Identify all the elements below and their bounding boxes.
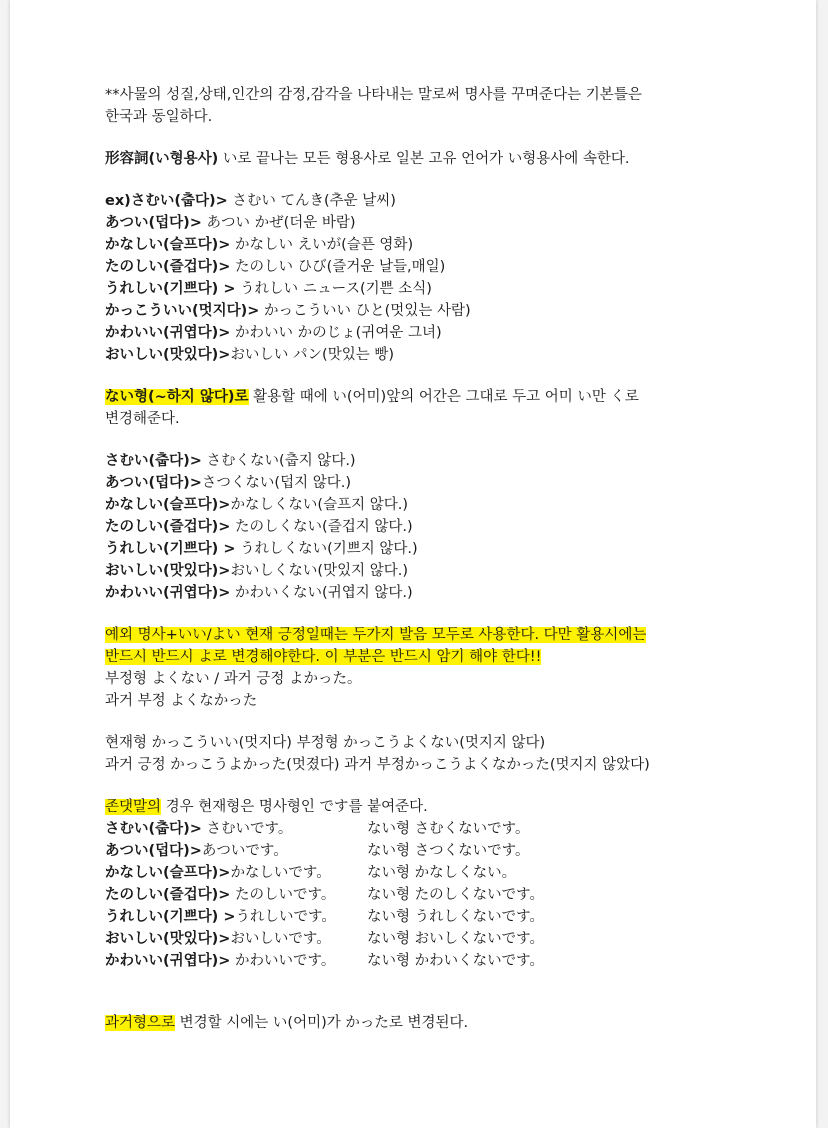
- polite-negative-form: ない형 さつくないです。: [367, 843, 530, 859]
- example-text: かわいい かのじょ(귀여운 그녀): [230, 325, 442, 341]
- adjective-term: うれしい(기쁘다) >: [105, 909, 236, 925]
- negative-rule-text: 활용할 때에 い(어미)앞의 어간은 그대로 두고 어미 い만 く로: [248, 389, 639, 405]
- exception-highlight-2: 반드시 반드시 よ로 변경해야한다. 이 부분은 반드시 암기 해야 한다!!: [105, 649, 542, 665]
- negative-form: うれしくない(기쁘지 않다.): [235, 541, 418, 557]
- list-item: [105, 862, 745, 884]
- list-item: [105, 322, 745, 344]
- document-page: [10, 0, 816, 1128]
- adjective-term: ex)さむい(춥다)>: [105, 193, 228, 209]
- adjective-term: あつい(덥다)>: [105, 215, 202, 231]
- adjective-term: たのしい(즐겁다)>: [105, 887, 231, 903]
- exception-line-3: 부정형 よくない / 과거 긍정 よかった。: [105, 671, 362, 687]
- negative-rule-line: [105, 386, 745, 408]
- adjective-term: おいしい(맛있다)>: [105, 347, 231, 363]
- kakkoii-line-2: 과거 긍정 かっこうよかった(멋졌다) 과거 부정かっこうよくなかった(멋지지 않았다): [105, 757, 650, 773]
- list-item: [105, 538, 745, 560]
- adjective-term: かなしい(슬프다)>: [105, 497, 231, 513]
- list-item: [105, 560, 745, 582]
- list-item: [105, 516, 745, 538]
- list-item: [105, 906, 745, 928]
- definition-line: [105, 148, 745, 170]
- polite-form: うれしいです。: [235, 909, 336, 925]
- polite-form: さむいです。: [201, 821, 293, 837]
- polite-form: あついです。: [201, 843, 288, 859]
- negative-rule-highlight: ない형(~하지 않다)로: [105, 389, 249, 405]
- polite-rule-text: 경우 현재형은 명사형인 です를 붙여준다.: [161, 799, 428, 815]
- polite-negative-form: ない형 かなしくない。: [367, 865, 517, 881]
- adjective-term: おいしい(맛있다)>: [105, 931, 231, 947]
- adjective-term: うれしい(기쁘다) >: [105, 541, 236, 557]
- negative-form: さつくない(덥지 않다.): [201, 475, 351, 491]
- adjective-term: かわいい(귀엽다)>: [105, 325, 231, 341]
- exception-highlight-1: 예외 명사+いい/よい 현재 긍정일때는 두가지 발음 모두로 사용한다. 다만 활용시에는: [105, 627, 647, 643]
- example-text: かっこういい ひと(멋있는 사람): [259, 303, 471, 319]
- adjective-term: かっこういい(멋지다)>: [105, 303, 260, 319]
- example-text: うれしい ニュース(기쁜 소식): [235, 281, 432, 297]
- list-item: [105, 884, 745, 906]
- list-item: [105, 494, 745, 516]
- list-item: [105, 472, 745, 494]
- polite-rule-line: [105, 796, 745, 818]
- negative-list: [105, 450, 745, 604]
- polite-rule-highlight: 존댓말의: [105, 799, 162, 815]
- past-rule-text: 변경할 시에는 い(어미)가 かった로 변경된다.: [175, 1015, 469, 1031]
- list-item: [105, 234, 745, 256]
- polite-negative-form: ない형 うれしくないです。: [367, 909, 544, 925]
- adjective-term: さむい(춥다)>: [105, 453, 202, 469]
- intro-line-2: 한국과 동일하다.: [105, 109, 213, 125]
- polite-form: かなしいです。: [230, 865, 331, 881]
- negative-form: かわいくない(귀엽지 않다.): [230, 585, 413, 601]
- past-rule-highlight: 과거형으로: [105, 1015, 176, 1031]
- negative-form: かなしくない(슬프지 않다.): [230, 497, 409, 513]
- list-item: [105, 344, 745, 366]
- definition-text: い로 끝나는 모든 형용사로 일본 고유 언어가 い형용사에 속한다.: [218, 151, 630, 167]
- exception-line-1: [105, 624, 745, 646]
- definition-term: 形容詞(い형용사): [105, 151, 219, 167]
- adjective-term: かわいい(귀엽다)>: [105, 953, 231, 969]
- list-item: [105, 278, 745, 300]
- list-item: [105, 582, 745, 604]
- list-item: [105, 300, 745, 322]
- kakkoii-line-1: 현재형 かっこういい(멋지다) 부정형 かっこうよくない(멋지지 않다): [105, 735, 546, 751]
- adjective-term: たのしい(즐겁다)>: [105, 519, 231, 535]
- negative-form: おいしくない(맛있지 않다.): [230, 563, 409, 579]
- adjective-term: さむい(춥다)>: [105, 821, 202, 837]
- past-rule-line: [105, 1012, 745, 1034]
- list-item: [105, 950, 745, 972]
- exception-line-4: 과거 부정 よくなかった: [105, 693, 258, 709]
- adjective-term: おいしい(맛있다)>: [105, 563, 231, 579]
- adjective-term: かなしい(슬프다)>: [105, 237, 231, 253]
- polite-negative-form: ない형 さむくないです。: [367, 821, 530, 837]
- list-item: [105, 450, 745, 472]
- polite-form: たのしいです。: [230, 887, 336, 903]
- intro-line-1: **사물의 성질,상태,인간의 감정,감각을 나타내는 말로써 명사를 꾸며준다는 기본틀은: [105, 87, 642, 103]
- exception-line-2: [105, 646, 745, 668]
- adjective-term: あつい(덥다)>: [105, 843, 202, 859]
- example-list: [105, 190, 745, 366]
- example-text: かなしい えいが(슬픈 영화): [230, 237, 414, 253]
- negative-form: さむくない(춥지 않다.): [201, 453, 356, 469]
- polite-form: かわいいです。: [230, 953, 336, 969]
- example-text: たのしい ひび(즐거운 날들,매일): [230, 259, 446, 275]
- polite-negative-form: ない형 かわいくないです。: [367, 953, 544, 969]
- adjective-term: かわいい(귀엽다)>: [105, 585, 231, 601]
- list-item: [105, 212, 745, 234]
- list-item: [105, 840, 745, 862]
- example-text: あつい かぜ(더운 바람): [201, 215, 356, 231]
- example-text: さむい てんき(추운 날씨): [227, 193, 396, 209]
- list-item: [105, 190, 745, 212]
- adjective-term: たのしい(즐겁다)>: [105, 259, 231, 275]
- polite-form: おいしいです。: [230, 931, 331, 947]
- negative-form: たのしくない(즐겁지 않다.): [230, 519, 413, 535]
- list-item: [105, 818, 745, 840]
- adjective-term: うれしい(기쁘다) >: [105, 281, 236, 297]
- list-item: [105, 928, 745, 950]
- polite-list: [105, 818, 745, 972]
- example-text: おいしい パン(맛있는 빵): [230, 347, 394, 363]
- negative-rule-line-2: 변경해준다.: [105, 411, 180, 427]
- document-body: [105, 84, 745, 1034]
- adjective-term: かなしい(슬프다)>: [105, 865, 231, 881]
- adjective-term: あつい(덥다)>: [105, 475, 202, 491]
- list-item: [105, 256, 745, 278]
- polite-negative-form: ない형 たのしくないです。: [367, 887, 544, 903]
- polite-negative-form: ない형 おいしくないです。: [367, 931, 544, 947]
